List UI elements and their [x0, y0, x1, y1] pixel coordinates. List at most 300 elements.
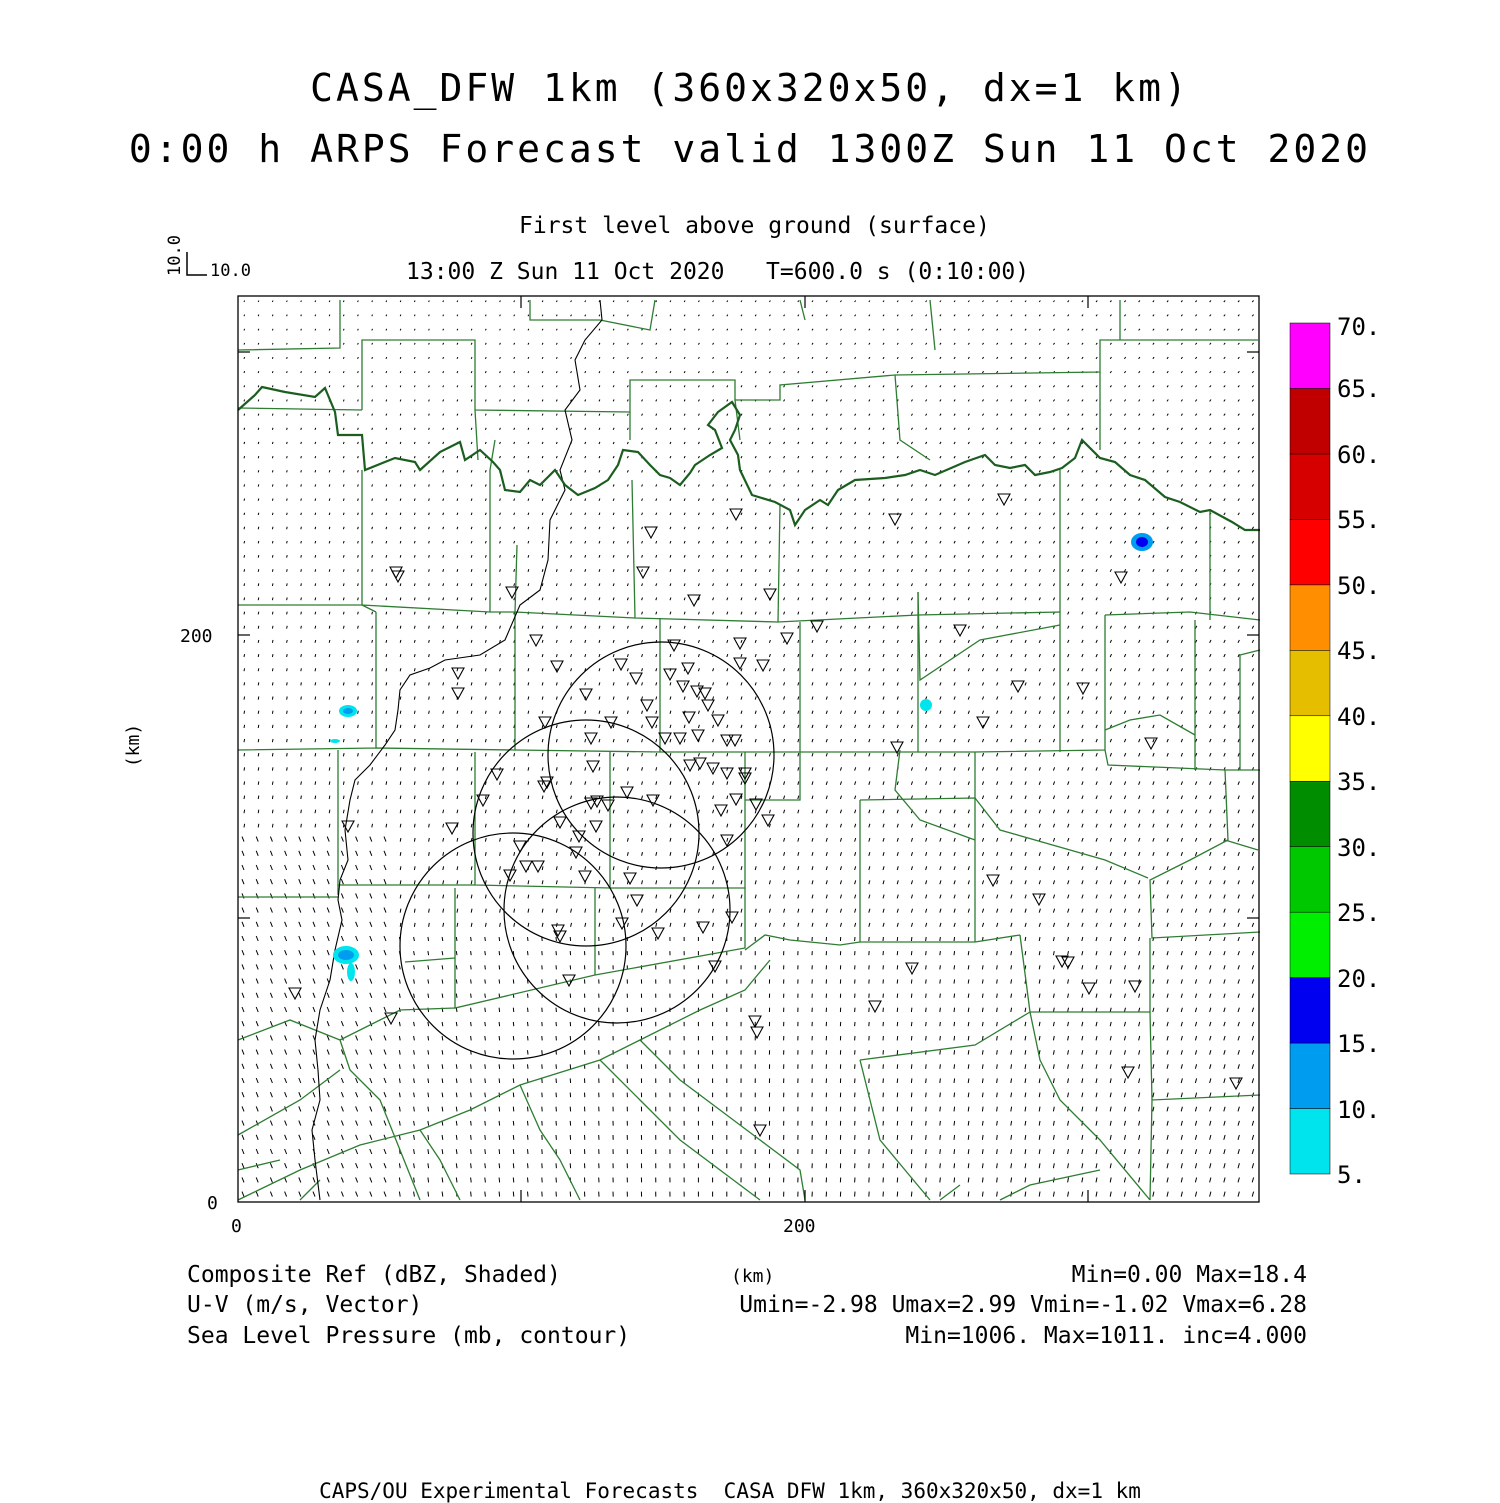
wind-vector	[571, 569, 572, 572]
wind-vector	[954, 371, 955, 373]
wind-vector	[940, 682, 941, 685]
wind-vector	[384, 1021, 386, 1026]
wind-vector	[1181, 527, 1182, 529]
wind-vector	[1224, 923, 1225, 927]
wind-vector	[769, 569, 770, 572]
wind-vector	[329, 385, 330, 387]
wind-vector	[500, 923, 501, 927]
wind-vector	[1096, 923, 1097, 927]
wind-vector	[826, 781, 827, 784]
wind-vector	[812, 569, 813, 572]
wind-vector	[285, 1177, 287, 1182]
wind-vector	[826, 880, 827, 884]
wind-vector	[1011, 329, 1012, 331]
wind-vector	[940, 414, 941, 416]
wind-vector	[940, 357, 941, 359]
wind-vector	[741, 371, 742, 373]
wind-vector	[1181, 428, 1182, 430]
wind-vector	[1025, 810, 1026, 814]
wind-vector	[485, 866, 486, 870]
wind-vector	[1153, 895, 1154, 899]
wind-vector	[1153, 343, 1154, 345]
wind-vector	[911, 1093, 912, 1098]
wind-vector	[982, 343, 983, 345]
wind-vector	[869, 810, 870, 814]
wind-vector	[542, 484, 543, 486]
wind-vector	[1096, 626, 1097, 629]
wind-vector	[911, 767, 912, 770]
wind-vector	[613, 343, 614, 345]
wind-vector	[341, 879, 343, 884]
wind-vector	[926, 1064, 927, 1069]
wind-vector	[727, 400, 728, 402]
wind-vector	[698, 442, 699, 444]
wind-vector	[457, 668, 458, 671]
wind-vector	[613, 781, 614, 784]
wind-vector	[1082, 1107, 1083, 1112]
wind-vector	[1124, 414, 1125, 416]
wind-vector	[727, 838, 728, 842]
wind-vector	[1195, 1093, 1196, 1098]
wind-vector	[1210, 725, 1211, 728]
wind-vector	[741, 499, 742, 501]
wind-vector	[1124, 923, 1125, 927]
wind-vector	[414, 626, 415, 629]
wind-vector	[542, 541, 543, 543]
wind-vector	[1181, 640, 1182, 643]
wind-vector	[784, 753, 785, 756]
wind-vector	[270, 1177, 272, 1182]
wind-vector	[1252, 400, 1253, 402]
wind-vector	[698, 711, 699, 714]
wind-vector	[400, 414, 401, 416]
wind-vector	[769, 923, 770, 927]
wind-vector	[741, 739, 742, 742]
wind-vector	[1167, 1008, 1168, 1012]
wind-vector	[356, 865, 358, 870]
wind-vector	[812, 852, 813, 856]
wind-vector	[656, 569, 657, 572]
wind-vector	[954, 838, 955, 842]
wind-vector	[287, 499, 288, 501]
wind-vector	[798, 753, 799, 756]
wind-vector	[713, 880, 714, 884]
wind-vector	[1011, 810, 1012, 814]
wind-vector	[542, 329, 543, 331]
wind-vector	[428, 1022, 429, 1026]
wind-vector	[414, 400, 415, 402]
wind-vector	[997, 1178, 998, 1183]
wind-vector	[869, 400, 870, 402]
wind-vector	[499, 1036, 500, 1040]
wind-vector	[1153, 654, 1154, 657]
wind-vector	[670, 456, 671, 458]
wind-vector	[1153, 1036, 1154, 1040]
wind-vector	[485, 541, 486, 543]
wind-vector	[1068, 315, 1069, 317]
wind-vector	[670, 414, 671, 416]
wind-vector	[1167, 385, 1168, 387]
wind-vector	[299, 1121, 301, 1126]
wind-vector	[642, 428, 643, 430]
wind-vector	[1224, 1064, 1225, 1069]
wind-vector	[784, 357, 785, 359]
wind-vector	[982, 499, 983, 501]
wind-vector	[713, 682, 714, 685]
wind-vector	[911, 612, 912, 615]
wind-vector	[327, 936, 329, 941]
wind-vector	[954, 598, 955, 601]
wind-vector	[386, 796, 387, 799]
wind-vector	[1082, 555, 1083, 558]
wind-vector	[613, 414, 614, 416]
wind-vector	[1110, 979, 1111, 983]
wind-vector	[954, 1163, 955, 1168]
wind-vector	[471, 1064, 472, 1069]
wind-vector	[1181, 880, 1182, 884]
wind-vector	[812, 796, 813, 799]
wind-vector	[1181, 1178, 1182, 1183]
wind-vector	[1210, 739, 1211, 742]
wind-vector	[599, 781, 600, 784]
wind-vector	[684, 767, 685, 770]
wind-vector	[627, 909, 628, 913]
wind-vector	[897, 470, 898, 472]
wind-vector	[429, 626, 430, 629]
wind-vector	[755, 343, 756, 345]
wind-vector	[1025, 1135, 1026, 1140]
wind-vector	[883, 315, 884, 317]
wind-vector	[656, 513, 657, 515]
wind-vector	[571, 329, 572, 331]
wind-vector	[272, 513, 273, 515]
wind-vector	[358, 796, 359, 799]
wind-vector	[627, 682, 628, 685]
wind-vector	[940, 1107, 941, 1112]
wind-vector	[414, 937, 415, 941]
wind-vector	[301, 357, 302, 359]
wind-vector	[272, 329, 273, 331]
wind-vector	[1181, 654, 1182, 657]
wind-vector	[954, 994, 955, 998]
wind-vector	[556, 414, 557, 416]
wind-vector	[627, 612, 628, 615]
wind-vector	[1195, 598, 1196, 601]
wind-vector	[812, 371, 813, 373]
wind-vector	[897, 301, 898, 303]
wind-vector	[926, 781, 927, 784]
wind-vector	[299, 1078, 301, 1083]
wind-vector	[341, 1007, 343, 1012]
wind-vector	[485, 1107, 486, 1112]
wind-vector	[840, 810, 841, 814]
wind-vector	[883, 711, 884, 714]
wind-vector	[471, 343, 472, 345]
wind-vector	[940, 697, 941, 700]
wind-vector	[528, 343, 529, 345]
wind-vector	[270, 1050, 272, 1055]
wind-vector	[343, 612, 344, 615]
wind-vector	[443, 456, 444, 458]
wind-vector	[1124, 965, 1125, 969]
wind-vector	[471, 357, 472, 359]
wind-vector	[513, 1036, 514, 1040]
wind-vector	[456, 951, 457, 955]
wind-vector	[372, 329, 373, 331]
wind-vector	[1153, 1093, 1154, 1098]
wind-vector	[727, 315, 728, 317]
wind-vector	[244, 484, 245, 486]
wind-vector	[1210, 880, 1211, 884]
wind-vector	[812, 824, 813, 828]
wind-vector	[684, 612, 685, 615]
wind-vector	[313, 1050, 315, 1055]
wind-vector	[571, 499, 572, 501]
wind-vector	[613, 810, 614, 814]
wind-vector	[812, 725, 813, 728]
wind-vector	[869, 598, 870, 601]
wind-vector	[698, 895, 699, 899]
wind-vector	[358, 739, 359, 742]
wind-vector	[826, 682, 827, 685]
wind-vector	[358, 484, 359, 486]
wind-vector	[727, 682, 728, 685]
wind-vector	[471, 1022, 472, 1026]
wind-vector	[429, 513, 430, 515]
wind-vector	[954, 1135, 955, 1140]
wind-vector	[713, 739, 714, 742]
wind-vector	[968, 880, 969, 884]
wind-vector	[656, 414, 657, 416]
wind-vector	[270, 1021, 272, 1026]
wind-vector	[769, 541, 770, 543]
wind-vector	[272, 442, 273, 444]
wind-vector	[443, 753, 444, 756]
wind-vector	[599, 499, 600, 501]
wind-vector	[285, 1050, 287, 1055]
wind-vector	[400, 385, 401, 387]
wind-vector	[940, 428, 941, 430]
wind-vector	[1153, 880, 1154, 884]
wind-vector	[329, 484, 330, 486]
station-marker	[1122, 1067, 1134, 1078]
wind-vector	[1181, 329, 1182, 331]
wind-vector	[1139, 1121, 1140, 1126]
wind-vector	[727, 895, 728, 899]
wind-vector	[1011, 626, 1012, 629]
wind-vector	[840, 682, 841, 685]
wind-vector	[855, 668, 856, 671]
wind-vector	[1224, 640, 1225, 643]
wind-vector	[485, 414, 486, 416]
wind-vector	[1110, 371, 1111, 373]
wind-vector	[741, 569, 742, 572]
wind-vector	[642, 682, 643, 685]
wind-vector	[1139, 442, 1140, 444]
wind-vector	[370, 837, 372, 842]
wind-vector	[1238, 1064, 1239, 1069]
wind-vector	[798, 682, 799, 685]
wind-vector	[1025, 1093, 1026, 1098]
wind-vector	[798, 357, 799, 359]
axis-ticks	[238, 296, 1259, 1202]
wind-vector	[556, 513, 557, 515]
wind-vector	[1153, 668, 1154, 671]
wind-vector	[926, 1036, 927, 1040]
wind-vector	[997, 301, 998, 303]
wind-vector	[372, 527, 373, 529]
wind-vector	[840, 400, 841, 402]
wind-vector	[926, 767, 927, 770]
wind-vector	[370, 865, 372, 870]
wind-vector	[1011, 824, 1012, 828]
wind-vector	[258, 357, 259, 359]
wind-vector	[656, 456, 657, 458]
wind-vector	[855, 357, 856, 359]
wind-vector	[698, 301, 699, 303]
wind-vector	[358, 612, 359, 615]
wind-vector	[301, 442, 302, 444]
wind-vector	[272, 357, 273, 359]
wind-vector	[1252, 470, 1253, 472]
wind-vector	[370, 1007, 372, 1012]
wind-vector	[528, 909, 529, 913]
wind-vector	[840, 371, 841, 373]
wind-vector	[982, 1022, 983, 1026]
wind-vector	[386, 640, 387, 643]
wind-vector	[244, 456, 245, 458]
wind-vector	[940, 711, 941, 714]
wind-vector	[500, 895, 501, 899]
wind-vector	[642, 301, 643, 303]
wind-vector	[1181, 994, 1182, 998]
wind-vector	[855, 371, 856, 373]
wind-vector	[542, 301, 543, 303]
wind-vector	[926, 654, 927, 657]
wind-vector	[840, 739, 841, 742]
wind-vector	[1039, 824, 1040, 828]
wind-vector	[471, 400, 472, 402]
wind-vector	[670, 767, 671, 770]
wind-vector	[1181, 442, 1182, 444]
wind-vector	[1252, 937, 1253, 941]
wind-vector	[1053, 739, 1054, 742]
wind-vector	[784, 909, 785, 913]
wind-vector	[869, 711, 870, 714]
wind-vector	[400, 697, 401, 700]
wind-vector	[911, 866, 912, 870]
wind-vector	[1167, 711, 1168, 714]
wind-vector	[954, 1178, 955, 1183]
wind-vector	[698, 371, 699, 373]
wind-vector	[968, 555, 969, 558]
wind-vector	[1195, 781, 1196, 784]
wind-vector	[456, 1121, 457, 1126]
wind-vector	[400, 668, 401, 671]
wind-vector	[1252, 315, 1253, 317]
wind-vector	[1068, 1149, 1069, 1154]
wind-vector	[1139, 739, 1140, 742]
wind-vector	[642, 796, 643, 799]
wind-vector	[542, 753, 543, 756]
wind-vector	[585, 583, 586, 586]
wind-vector	[968, 767, 969, 770]
wind-vector	[386, 583, 387, 586]
wind-vector	[1068, 909, 1069, 913]
wind-vector	[727, 555, 728, 558]
wind-vector	[343, 499, 344, 501]
wind-vector	[755, 414, 756, 416]
wind-vector	[1068, 753, 1069, 756]
wind-vector	[341, 936, 343, 941]
wind-vector	[1224, 598, 1225, 601]
wind-vector	[1124, 442, 1125, 444]
wind-vector	[242, 1135, 244, 1140]
wind-vector	[684, 697, 685, 700]
wind-vector	[1139, 1192, 1140, 1197]
wind-vector	[528, 767, 529, 770]
wind-vector	[386, 555, 387, 558]
wind-vector	[769, 385, 770, 387]
wind-vector	[513, 965, 514, 969]
wind-vector	[372, 513, 373, 515]
wind-vector	[599, 569, 600, 572]
station-marker	[491, 769, 503, 780]
wind-vector	[642, 400, 643, 402]
wind-vector	[1210, 852, 1211, 856]
wind-vector	[400, 909, 401, 913]
wind-vector	[1011, 456, 1012, 458]
wind-vector	[500, 753, 501, 756]
wind-vector	[571, 357, 572, 359]
time-label: 13:00 Z Sun 11 Oct 2020 T=600.0 s (0:10:00)	[406, 259, 1029, 285]
wind-vector	[528, 428, 529, 430]
wind-vector	[313, 1177, 315, 1182]
wind-vector	[514, 781, 515, 784]
wind-vector	[1110, 1022, 1111, 1026]
wind-vector	[329, 725, 330, 728]
wind-vector	[940, 1178, 941, 1183]
wind-vector	[384, 1078, 386, 1083]
wind-vector	[769, 371, 770, 373]
wind-vector	[840, 315, 841, 317]
wind-vector	[429, 739, 430, 742]
wind-vector	[299, 993, 301, 998]
wind-vector	[954, 767, 955, 770]
wind-vector	[471, 767, 472, 770]
wind-vector	[457, 612, 458, 615]
wind-vector	[840, 414, 841, 416]
wind-vector	[270, 1149, 272, 1154]
wind-vector	[769, 626, 770, 629]
wind-vector	[1181, 923, 1182, 927]
wind-vector	[443, 385, 444, 387]
wind-vector	[514, 343, 515, 345]
wind-vector	[358, 329, 359, 331]
wind-vector	[599, 725, 600, 728]
wind-vector	[443, 895, 444, 899]
wind-vector	[1238, 682, 1239, 685]
wind-vector	[1139, 626, 1140, 629]
wind-vector	[670, 484, 671, 486]
wind-vector	[358, 725, 359, 728]
wind-vector	[443, 499, 444, 501]
wind-vector	[642, 541, 643, 543]
wind-vector	[1195, 583, 1196, 586]
wind-vector	[627, 583, 628, 586]
wind-vector	[358, 400, 359, 402]
wind-vector	[556, 852, 557, 856]
